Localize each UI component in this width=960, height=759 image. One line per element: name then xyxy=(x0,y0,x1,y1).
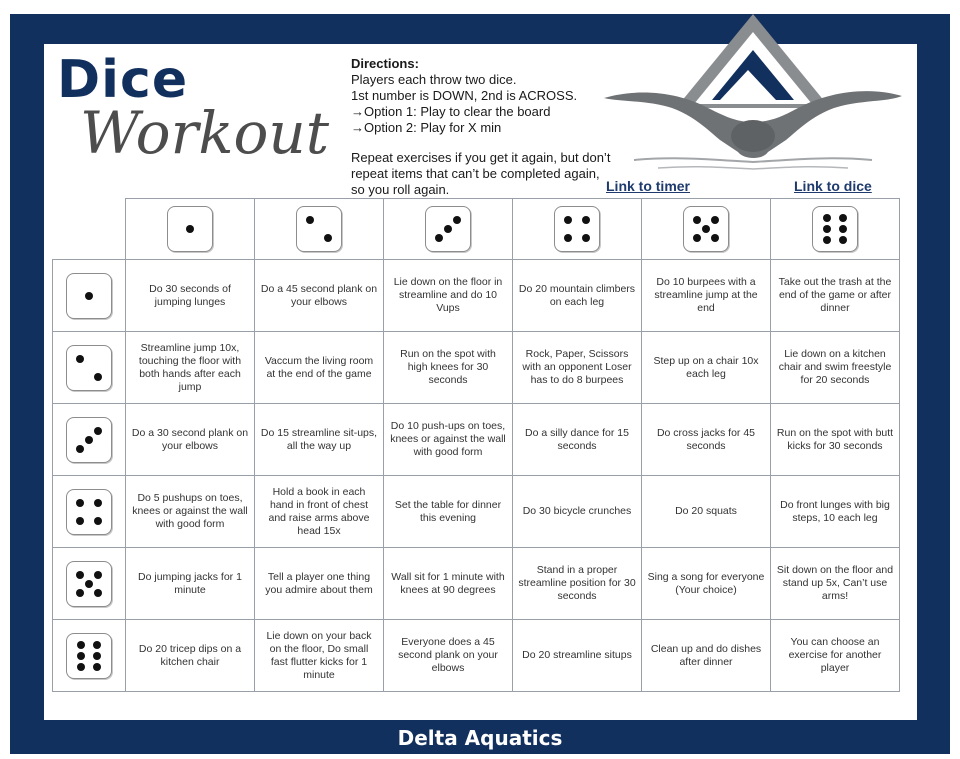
die-face-5-icon xyxy=(683,206,729,252)
link-to-dice[interactable]: Link to dice xyxy=(794,178,872,194)
exercise-cell: Set the table for dinner this evening xyxy=(384,476,513,548)
die-face-3-icon xyxy=(66,417,112,463)
exercise-cell: Do 5 pushups on toes, knees or against the wall with good form xyxy=(126,476,255,548)
exercise-cell: Do 30 bicycle crunches xyxy=(513,476,642,548)
exercise-cell: Wall sit for 1 minute with knees at 90 degrees xyxy=(384,548,513,620)
directions-block xyxy=(351,56,613,136)
exercise-cell: Do 30 seconds of jumping lunges xyxy=(126,260,255,332)
die-face-6-icon xyxy=(812,206,858,252)
exercise-cell: Hold a book in each hand in front of chest and raise arms above head 15x xyxy=(255,476,384,548)
exercise-cell: Rock, Paper, Scissors with an opponent Loser has to do 8 burpees xyxy=(513,332,642,404)
exercise-cell: Take out the trash at the end of the game or after dinner xyxy=(771,260,900,332)
exercise-cell: Clean up and do dishes after dinner xyxy=(642,620,771,692)
die-face-4-icon xyxy=(66,489,112,535)
exercise-cell: Do cross jacks for 45 seconds xyxy=(642,404,771,476)
row-header-die-2 xyxy=(53,332,126,404)
exercise-cell: Do 15 streamline sit-ups, all the way up xyxy=(255,404,384,476)
die-face-2-icon xyxy=(66,345,112,391)
directions-line: 1st number is DOWN, 2nd is ACROSS. xyxy=(351,88,578,103)
exercise-cell: Do 20 tricep dips on a kitchen chair xyxy=(126,620,255,692)
dice-workout-grid xyxy=(52,198,900,692)
die-face-4-icon xyxy=(554,206,600,252)
exercise-cell: Run on the spot with butt kicks for 30 seconds xyxy=(771,404,900,476)
directions-title: Directions: xyxy=(351,56,419,71)
column-header-die-4 xyxy=(513,199,642,260)
die-face-5-icon xyxy=(66,561,112,607)
exercise-cell: Do a 45 second plank on your elbows xyxy=(255,260,384,332)
footer-brand: Delta Aquatics xyxy=(397,726,563,750)
table-row xyxy=(53,548,900,620)
die-face-6-icon xyxy=(66,633,112,679)
exercise-cell: Do front lunges with big steps, 10 each leg xyxy=(771,476,900,548)
table-row xyxy=(53,260,900,332)
die-face-1-icon xyxy=(167,206,213,252)
table-row xyxy=(53,404,900,476)
column-header-die-3 xyxy=(384,199,513,260)
title-dice: Dice xyxy=(57,50,189,110)
row-header-die-5 xyxy=(53,548,126,620)
grid-corner xyxy=(53,199,126,260)
exercise-cell: Lie down on the floor in streamline and do 10 Vups xyxy=(384,260,513,332)
column-header-die-5 xyxy=(642,199,771,260)
title-workout: Workout xyxy=(80,99,330,167)
die-face-1-icon xyxy=(66,273,112,319)
directions-line: →Option 1: Play to clear the board xyxy=(351,104,551,119)
exercise-cell: Run on the spot with high knees for 30 seconds xyxy=(384,332,513,404)
table-row xyxy=(53,476,900,548)
repeat-note: Repeat exercises if you get it again, but don’t repeat items that can’t be completed again, so you roll again. xyxy=(351,150,611,197)
exercise-cell: You can choose an exercise for another player xyxy=(771,620,900,692)
die-face-3-icon xyxy=(425,206,471,252)
column-header-die-6 xyxy=(771,199,900,260)
exercise-cell: Do jumping jacks for 1 minute xyxy=(126,548,255,620)
exercise-cell: Streamline jump 10x, touching the floor with both hands after each jump xyxy=(126,332,255,404)
directions-line: Players each throw two dice. xyxy=(351,72,517,87)
link-to-timer[interactable]: Link to timer xyxy=(606,178,691,194)
row-header-die-4 xyxy=(53,476,126,548)
row-header-die-6 xyxy=(53,620,126,692)
column-header-row xyxy=(53,199,900,260)
exercise-cell: Do 20 squats xyxy=(642,476,771,548)
die-face-2-icon xyxy=(296,206,342,252)
table-row xyxy=(53,332,900,404)
exercise-cell: Do 10 push-ups on toes, knees or against the wall with good form xyxy=(384,404,513,476)
exercise-cell: Lie down on your back on the floor, Do small fast flutter kicks for 1 minute xyxy=(255,620,384,692)
exercise-cell: Sit down on the floor and stand up 5x, Can’t use arms! xyxy=(771,548,900,620)
exercise-cell: Do a 30 second plank on your elbows xyxy=(126,404,255,476)
exercise-cell: Everyone does a 45 second plank on your elbows xyxy=(384,620,513,692)
exercise-cell: Sing a song for everyone (Your choice) xyxy=(642,548,771,620)
exercise-cell: Do 10 burpees with a streamline jump at the end xyxy=(642,260,771,332)
column-header-die-2 xyxy=(255,199,384,260)
row-header-die-3 xyxy=(53,404,126,476)
exercise-cell: Do 20 mountain climbers on each leg xyxy=(513,260,642,332)
table-row xyxy=(53,620,900,692)
exercise-cell: Do a silly dance for 15 seconds xyxy=(513,404,642,476)
exercise-cell: Do 20 streamline situps xyxy=(513,620,642,692)
column-header-die-1 xyxy=(126,199,255,260)
delta-swimmer-logo-icon xyxy=(598,10,908,180)
exercise-cell: Lie down on a kitchen chair and swim freestyle for 20 seconds xyxy=(771,332,900,404)
exercise-cell: Tell a player one thing you admire about them xyxy=(255,548,384,620)
exercise-cell: Stand in a proper streamline position for 30 seconds xyxy=(513,548,642,620)
directions-line: →Option 2: Play for X min xyxy=(351,120,502,135)
exercise-cell: Vaccum the living room at the end of the game xyxy=(255,332,384,404)
exercise-cell: Step up on a chair 10x each leg xyxy=(642,332,771,404)
row-header-die-1 xyxy=(53,260,126,332)
